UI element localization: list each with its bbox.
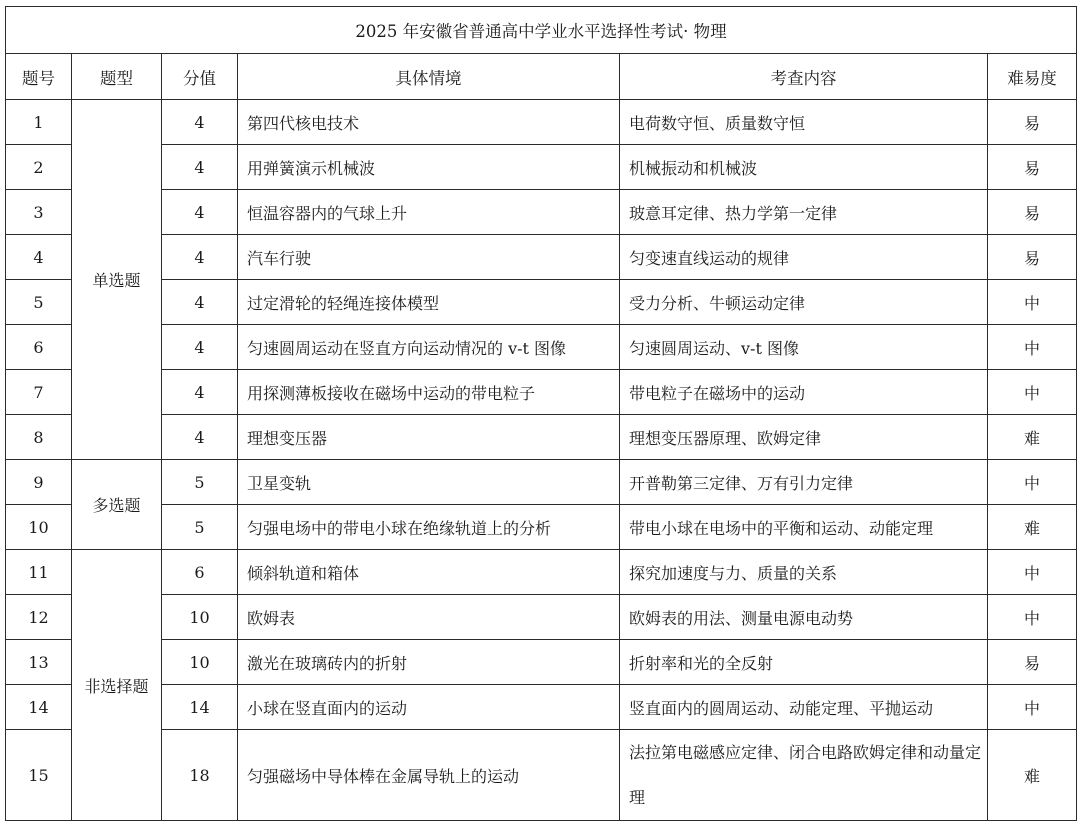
table-row: [6, 460, 1077, 505]
header-difficulty: 难易度: [988, 54, 1077, 100]
table-row: [6, 145, 1077, 190]
cell-difficulty: 难: [988, 505, 1077, 550]
cell-difficulty: 中: [988, 685, 1077, 730]
cell-score: 4: [162, 280, 238, 325]
table-row: [6, 190, 1077, 235]
cell-score: 4: [162, 100, 238, 145]
cell-num: 3: [6, 190, 72, 235]
cell-difficulty: 中: [988, 460, 1077, 505]
cell-difficulty: 中: [988, 280, 1077, 325]
header-content: 考查内容: [620, 54, 988, 100]
cell-content: 探究加速度与力、质量的关系: [620, 550, 988, 595]
cell-content: 电荷数守恒、质量数守恒: [620, 100, 988, 145]
cell-score: 14: [162, 685, 238, 730]
cell-content: 受力分析、牛顿运动定律: [620, 280, 988, 325]
table-row: [6, 730, 1077, 821]
cell-content: 开普勒第三定律、万有引力定律: [620, 460, 988, 505]
cell-score: 4: [162, 415, 238, 460]
cell-content: 理想变压器原理、欧姆定律: [620, 415, 988, 460]
cell-situation: 激光在玻璃砖内的折射: [238, 640, 620, 685]
table-row: [6, 505, 1077, 550]
group-non-choice: 非选择题: [72, 550, 162, 821]
cell-content: 匀变速直线运动的规律: [620, 235, 988, 280]
cell-situation: 恒温容器内的气球上升: [238, 190, 620, 235]
cell-situation: 匀强电场中的带电小球在绝缘轨道上的分析: [238, 505, 620, 550]
table-row: [6, 550, 1077, 595]
cell-situation: 第四代核电技术: [238, 100, 620, 145]
cell-content: 带电小球在电场中的平衡和运动、动能定理: [620, 505, 988, 550]
cell-num: 10: [6, 505, 72, 550]
cell-difficulty: 中: [988, 370, 1077, 415]
cell-num: 5: [6, 280, 72, 325]
cell-difficulty: 易: [988, 235, 1077, 280]
cell-situation: 用弹簧演示机械波: [238, 145, 620, 190]
table-row: [6, 595, 1077, 640]
cell-situation: 用探测薄板接收在磁场中运动的带电粒子: [238, 370, 620, 415]
cell-difficulty: 中: [988, 325, 1077, 370]
cell-content: 折射率和光的全反射: [620, 640, 988, 685]
table-row: [6, 640, 1077, 685]
cell-difficulty: 易: [988, 190, 1077, 235]
cell-num: 11: [6, 550, 72, 595]
cell-score: 10: [162, 595, 238, 640]
cell-score: 4: [162, 235, 238, 280]
cell-num: 1: [6, 100, 72, 145]
cell-content: 带电粒子在磁场中的运动: [620, 370, 988, 415]
cell-situation: 倾斜轨道和箱体: [238, 550, 620, 595]
exam-analysis-table: [5, 6, 1077, 821]
table-row: [6, 415, 1077, 460]
cell-situation: 小球在竖直面内的运动: [238, 685, 620, 730]
cell-situation: 汽车行驶: [238, 235, 620, 280]
group-multi-choice: 多选题: [72, 460, 162, 550]
cell-difficulty: 易: [988, 100, 1077, 145]
cell-situation: 卫星变轨: [238, 460, 620, 505]
group-single-choice: 单选题: [72, 100, 162, 460]
header-type: 题型: [72, 54, 162, 100]
cell-score: 6: [162, 550, 238, 595]
cell-content: 匀速圆周运动、v-t 图像: [620, 325, 988, 370]
cell-num: 9: [6, 460, 72, 505]
cell-num: 2: [6, 145, 72, 190]
cell-score: 4: [162, 190, 238, 235]
cell-difficulty: 中: [988, 595, 1077, 640]
cell-difficulty: 难: [988, 730, 1077, 821]
cell-content: 法拉第电磁感应定律、闭合电路欧姆定律和动量定理: [620, 730, 988, 821]
cell-num: 8: [6, 415, 72, 460]
cell-num: 15: [6, 730, 72, 821]
table-row: [6, 325, 1077, 370]
cell-score: 4: [162, 370, 238, 415]
cell-score: 4: [162, 145, 238, 190]
cell-num: 14: [6, 685, 72, 730]
cell-num: 12: [6, 595, 72, 640]
cell-score: 5: [162, 505, 238, 550]
cell-difficulty: 中: [988, 550, 1077, 595]
cell-content: 玻意耳定律、热力学第一定律: [620, 190, 988, 235]
header-score: 分值: [162, 54, 238, 100]
cell-num: 7: [6, 370, 72, 415]
cell-score: 5: [162, 460, 238, 505]
cell-score: 10: [162, 640, 238, 685]
table-title: 2025 年安徽省普通高中学业水平选择性考试· 物理: [6, 7, 1077, 54]
cell-difficulty: 易: [988, 145, 1077, 190]
table-row: [6, 280, 1077, 325]
cell-situation: 过定滑轮的轻绳连接体模型: [238, 280, 620, 325]
cell-situation: 匀强磁场中导体棒在金属导轨上的运动: [238, 730, 620, 821]
cell-num: 4: [6, 235, 72, 280]
cell-content: 机械振动和机械波: [620, 145, 988, 190]
cell-difficulty: 难: [988, 415, 1077, 460]
cell-situation: 欧姆表: [238, 595, 620, 640]
cell-difficulty: 易: [988, 640, 1077, 685]
table-row: [6, 235, 1077, 280]
table-row: [6, 100, 1077, 145]
cell-content: 竖直面内的圆周运动、动能定理、平抛运动: [620, 685, 988, 730]
cell-situation: 理想变压器: [238, 415, 620, 460]
cell-score: 4: [162, 325, 238, 370]
table-row: [6, 370, 1077, 415]
cell-num: 6: [6, 325, 72, 370]
header-situation: 具体情境: [238, 54, 620, 100]
cell-num: 13: [6, 640, 72, 685]
table-row: [6, 685, 1077, 730]
cell-score: 18: [162, 730, 238, 821]
header-num: 题号: [6, 54, 72, 100]
cell-content: 欧姆表的用法、测量电源电动势: [620, 595, 988, 640]
cell-situation: 匀速圆周运动在竖直方向运动情况的 v-t 图像: [238, 325, 620, 370]
